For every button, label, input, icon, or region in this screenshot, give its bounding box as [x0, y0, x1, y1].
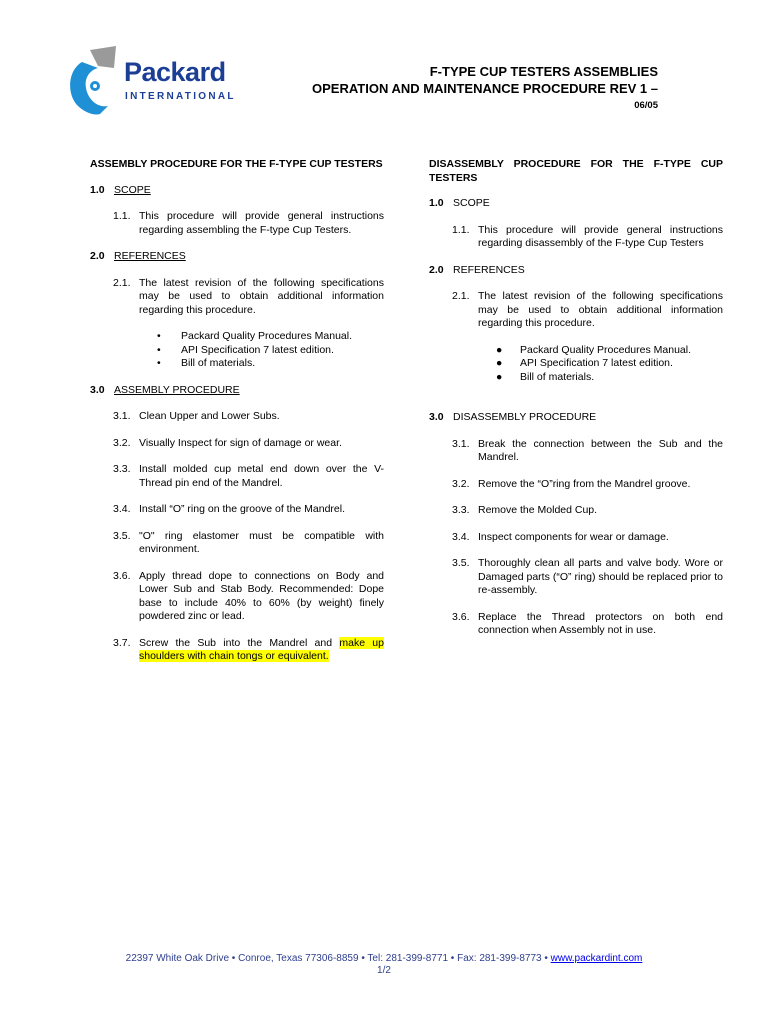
assembly-title: ASSEMBLY PROCEDURE FOR THE F-TYPE CUP TESTERS	[90, 158, 383, 170]
step-item	[90, 410, 384, 424]
page-number: 1/2	[377, 965, 391, 976]
step-item	[429, 611, 723, 638]
step-text: Visually Inspect for sign of damage or wear.	[139, 436, 342, 449]
step-text: The latest revision of the following specifications may be used to obtain additional information regarding this procedure.	[139, 276, 384, 316]
section-scope	[429, 197, 723, 211]
step-number: 2.1.	[452, 290, 470, 302]
step-number: 3.7.	[113, 636, 131, 649]
step-text: Install “O” ring on the groove of the Mandrel.	[139, 503, 346, 515]
footer-contact	[0, 953, 768, 965]
assembly-column	[90, 158, 384, 664]
section-references	[90, 250, 384, 264]
logo-wordmark: Packard	[124, 57, 226, 87]
list-item-text: Bill of materials.	[181, 357, 256, 369]
list-item-text: API Specification 7 latest edition.	[520, 357, 673, 369]
bullet-icon: •	[157, 330, 161, 342]
section-label: SCOPE	[453, 197, 490, 209]
step-number: 3.6.	[452, 610, 470, 623]
document-date: 06/05	[634, 100, 658, 111]
section-number: 1.0	[90, 183, 105, 196]
section-label: SCOPE	[114, 183, 151, 196]
section-label: REFERENCES	[453, 263, 525, 276]
list-item-text: API Specification 7 latest edition.	[181, 343, 334, 356]
step-item	[429, 504, 723, 518]
section-references	[429, 264, 723, 278]
step-text: Break the connection between the Sub and the Mandrel.	[478, 437, 723, 463]
step-item	[429, 438, 723, 465]
step-text: Clean Upper and Lower Subs.	[139, 410, 280, 422]
section-label: DISASSEMBLY PROCEDURE	[453, 411, 597, 423]
footer-address: 22397 White Oak Drive • Conroe, Texas 77306-8859 • Tel: 281-399-8771 • Fax: 281-399-8773 •	[125, 953, 551, 964]
section-number: 1.0	[429, 197, 444, 209]
step-text: This procedure will provide general instructions regarding assembling the F-type Cup Testers.	[139, 210, 384, 236]
section-scope	[90, 184, 384, 198]
step-item	[429, 557, 723, 598]
step-item	[90, 277, 384, 318]
step-number: 3.6.	[113, 569, 131, 582]
list-item	[157, 344, 384, 358]
step-item	[429, 290, 723, 331]
step-item	[90, 530, 384, 557]
section-number: 2.0	[90, 250, 105, 262]
page-footer	[0, 953, 768, 977]
website-link[interactable]: www.packardint.com	[550, 953, 643, 964]
section-number: 3.0	[90, 383, 105, 396]
list-item	[157, 330, 384, 344]
section-label: REFERENCES	[114, 250, 186, 262]
bullet-icon: •	[157, 343, 161, 356]
disassembly-column	[429, 158, 723, 638]
step-number: 3.1.	[113, 410, 131, 422]
step-item	[90, 637, 384, 664]
step-text: Remove the Molded Cup.	[478, 504, 598, 516]
company-logo	[68, 44, 248, 116]
step-number: 1.1.	[113, 210, 131, 222]
step-text: The latest revision of the following specifications may be used to obtain additional information regarding this procedure.	[478, 290, 723, 329]
step-text: "O" ring elastomer must be compatible with environment.	[139, 529, 384, 555]
step-number: 3.3.	[452, 504, 470, 516]
logo-mark-icon	[68, 44, 128, 116]
step-item	[90, 437, 384, 451]
document-title: F-TYPE CUP TESTERS ASSEMBLIES	[429, 64, 658, 79]
document-subtitle: OPERATION AND MAINTENANCE PROCEDURE REV 1 –	[312, 81, 658, 96]
list-item	[496, 357, 723, 371]
highlighted-text: make up shoulders with chain tongs or equivalent.	[139, 636, 384, 662]
bullet-icon: ●	[496, 370, 503, 383]
list-item-text: Bill of materials.	[520, 370, 595, 383]
bullet-icon: ●	[496, 357, 503, 369]
step-text: Install molded cup metal end down over the V-Thread pin end of the Mandrel.	[139, 463, 384, 489]
step-text: Screw the Sub into the Mandrel and	[139, 636, 340, 649]
step-text: Inspect components for wear or damage.	[478, 530, 669, 543]
bullet-icon: •	[157, 357, 161, 369]
step-number: 3.4.	[113, 503, 131, 515]
bullet-icon: ●	[496, 343, 503, 356]
step-number: 3.2.	[452, 477, 470, 490]
section-disassembly	[429, 411, 723, 425]
step-text: Apply thread dope to connections on Body and Lower Sub and Stab Body. Recommended: Dope base to include 40% to 60% (by weight) finely powdered zinc or lead.	[139, 569, 384, 622]
disassembly-title: DISASSEMBLY PROCEDURE FOR THE F-TYPE CUP TESTERS	[429, 158, 723, 184]
reference-list	[90, 330, 384, 371]
step-text: Remove the “O”ring from the Mandrel groove.	[478, 477, 691, 490]
step-number: 3.5.	[113, 529, 131, 542]
step-item	[90, 570, 384, 624]
section-number: 3.0	[429, 411, 444, 423]
section-number: 2.0	[429, 263, 444, 276]
logo-subtitle: INTERNATIONAL	[125, 91, 236, 102]
step-text: This procedure will provide general instructions regarding disassembly of the F-type Cup Testers	[478, 223, 723, 249]
step-item	[90, 503, 384, 517]
step-item	[90, 463, 384, 490]
reference-list	[429, 344, 723, 385]
step-item	[429, 531, 723, 545]
list-item-text: Packard Quality Procedures Manual.	[181, 330, 352, 342]
step-number: 2.1.	[113, 276, 131, 289]
list-item	[496, 371, 723, 385]
step-item	[429, 478, 723, 492]
step-number: 3.3.	[113, 463, 131, 475]
step-number: 3.4.	[452, 530, 470, 543]
step-text: Thoroughly clean all parts and valve body. Wore or Damaged parts (“O” ring) should be replaced prior to re-assembly.	[478, 557, 723, 596]
step-number: 3.2.	[113, 436, 131, 449]
step-number: 3.5.	[452, 557, 470, 569]
section-label: ASSEMBLY PROCEDURE	[114, 383, 240, 396]
list-item	[157, 357, 384, 371]
step-number: 1.1.	[452, 223, 470, 236]
step-text: Replace the Thread protectors on both end connection when Assembly not in use.	[478, 610, 723, 636]
step-item	[90, 210, 384, 237]
step-number: 3.1.	[452, 437, 470, 450]
list-item	[496, 344, 723, 358]
list-item-text: Packard Quality Procedures Manual.	[520, 343, 691, 356]
step-item	[429, 224, 723, 251]
section-assembly	[90, 384, 384, 398]
